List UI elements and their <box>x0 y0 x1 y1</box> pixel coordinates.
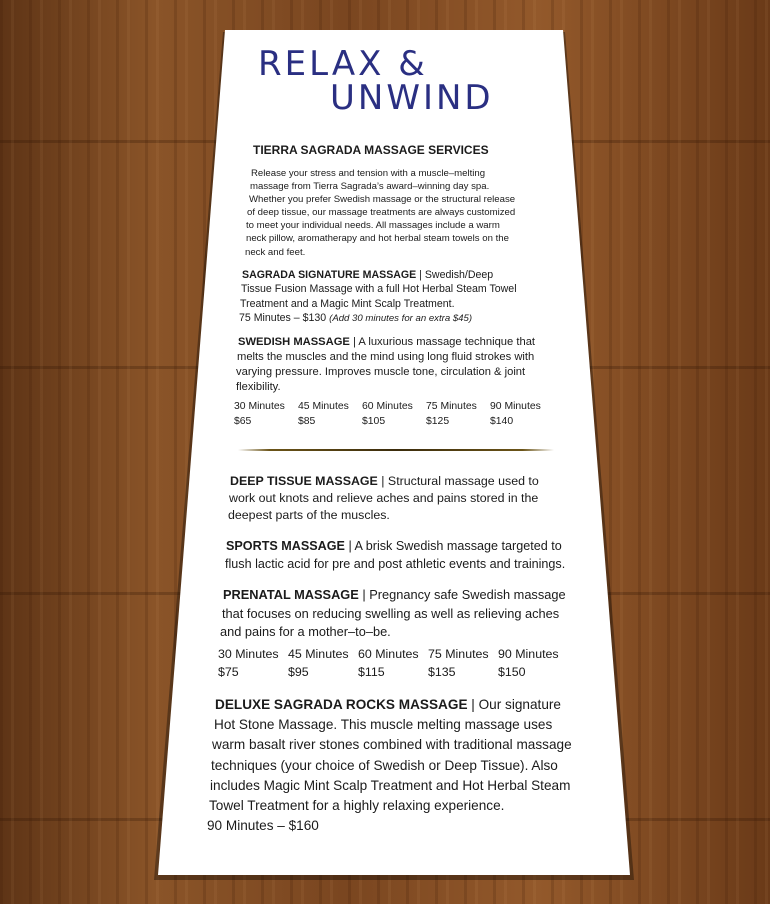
service-name: SAGRADA SIGNATURE MASSAGE <box>242 269 417 281</box>
duration: 30 Minutes <box>234 401 285 412</box>
sports-massage <box>226 537 565 573</box>
service-desc: Treatment and a Magic Mint Scalp Treatment. <box>240 297 455 310</box>
service-desc: techniques (your choice of Swedish or Deep Tissue). Also <box>211 757 558 773</box>
duration: 90 Minutes <box>498 647 559 661</box>
service-desc: that focuses on reducing swelling as well as relieving aches <box>222 605 560 621</box>
price-option <box>218 645 288 681</box>
service-desc: warm basalt river stones combined with traditional massage <box>212 737 572 753</box>
price: $135 <box>428 665 456 679</box>
price: $150 <box>498 665 526 679</box>
intro-line: massage from Tierra Sagrada’s award–winning day spa. <box>250 181 490 193</box>
price: $125 <box>426 416 450 427</box>
price: $115 <box>358 665 385 679</box>
service-desc: work out knots and relieve aches and pains stored in the <box>229 491 539 505</box>
service-desc: varying pressure. Improves muscle tone, circulation & joint <box>236 366 526 378</box>
intro-line: of deep tissue, our massage treatments are always customized <box>247 207 516 219</box>
signature-massage <box>239 268 517 326</box>
service-desc: | Our signature <box>471 697 561 712</box>
price-option <box>498 645 568 681</box>
intro-line: Release your stress and tension with a muscle–melting <box>251 168 486 179</box>
prenatal-massage <box>220 586 566 642</box>
service-desc: deepest parts of the muscles. <box>228 508 390 522</box>
duration: 45 Minutes <box>298 401 349 412</box>
swedish-price-table <box>234 399 554 429</box>
service-desc: Towel Treatment for a highly relaxing experience. <box>209 798 505 814</box>
price-option <box>426 399 490 429</box>
title-line-1: RELAX & <box>258 44 428 84</box>
service-name: DEEP TISSUE MASSAGE <box>230 474 378 488</box>
price-option <box>234 399 298 429</box>
deep-tissue-massage <box>230 473 539 524</box>
rocks-massage <box>207 695 572 836</box>
service-price: 75 Minutes – $130 <box>239 311 327 324</box>
price-option <box>358 645 428 681</box>
divider <box>238 449 554 451</box>
intro-line: neck pillow, aromatherapy and hot herbal steam towels on the <box>246 233 509 245</box>
intro-line: neck and feet. <box>245 246 306 258</box>
duration: 75 Minutes <box>428 647 489 661</box>
price: $140 <box>490 416 514 427</box>
service-desc: melts the muscles and the mind using long fluid strokes with <box>237 351 535 363</box>
price-option <box>490 399 554 429</box>
service-name: DELUXE SAGRADA ROCKS MASSAGE <box>215 697 468 712</box>
service-desc: flush lactic acid for pre and post athletic events and trainings. <box>225 557 566 571</box>
service-desc: | Swedish/Deep <box>419 269 494 281</box>
intro-line: Whether you prefer Swedish massage or the structural release <box>249 194 516 206</box>
price: $105 <box>362 416 386 427</box>
service-desc: | A luxurious massage technique that <box>353 336 536 348</box>
service-price: 90 Minutes – $160 <box>207 818 319 834</box>
service-desc: flexibility. <box>236 381 281 393</box>
intro-text <box>245 167 516 259</box>
price-note: (Add 30 minutes for an extra $45) <box>329 312 473 324</box>
service-name: PRENATAL MASSAGE <box>223 587 359 602</box>
swedish-massage <box>238 335 535 395</box>
duration: 90 Minutes <box>490 401 541 412</box>
price-option <box>362 399 426 429</box>
service-desc: | Pregnancy safe Swedish massage <box>362 587 566 602</box>
service-name: SPORTS MASSAGE <box>226 539 345 553</box>
price-option <box>288 645 358 681</box>
intro-line: to meet your individual needs. All massages include a warm <box>246 220 500 232</box>
duration: 60 Minutes <box>358 647 419 661</box>
price: $75 <box>218 665 239 679</box>
duration: 30 Minutes <box>218 647 279 661</box>
prenatal-price-table <box>218 645 568 681</box>
service-desc: | A brisk Swedish massage targeted to <box>348 539 562 553</box>
service-name: SWEDISH MASSAGE <box>238 336 350 348</box>
duration: 75 Minutes <box>426 401 477 412</box>
price: $85 <box>298 416 316 427</box>
price: $65 <box>234 416 252 427</box>
title-line-2: UNWIND <box>330 78 494 118</box>
service-desc: includes Magic Mint Scalp Treatment and Hot Herbal Steam <box>210 777 571 793</box>
price-option <box>298 399 362 429</box>
service-desc: and pains for a mother–to–be. <box>220 624 391 639</box>
duration: 45 Minutes <box>288 647 349 661</box>
service-desc: | Structural massage used to <box>381 474 539 488</box>
price-option <box>428 645 498 681</box>
price: $95 <box>288 665 309 679</box>
service-desc: Tissue Fusion Massage with a full Hot Herbal Steam Towel <box>241 283 517 296</box>
service-desc: Hot Stone Massage. This muscle melting massage uses <box>214 717 553 733</box>
section-heading: TIERRA SAGRADA MASSAGE SERVICES <box>253 143 489 157</box>
duration: 60 Minutes <box>362 401 413 412</box>
